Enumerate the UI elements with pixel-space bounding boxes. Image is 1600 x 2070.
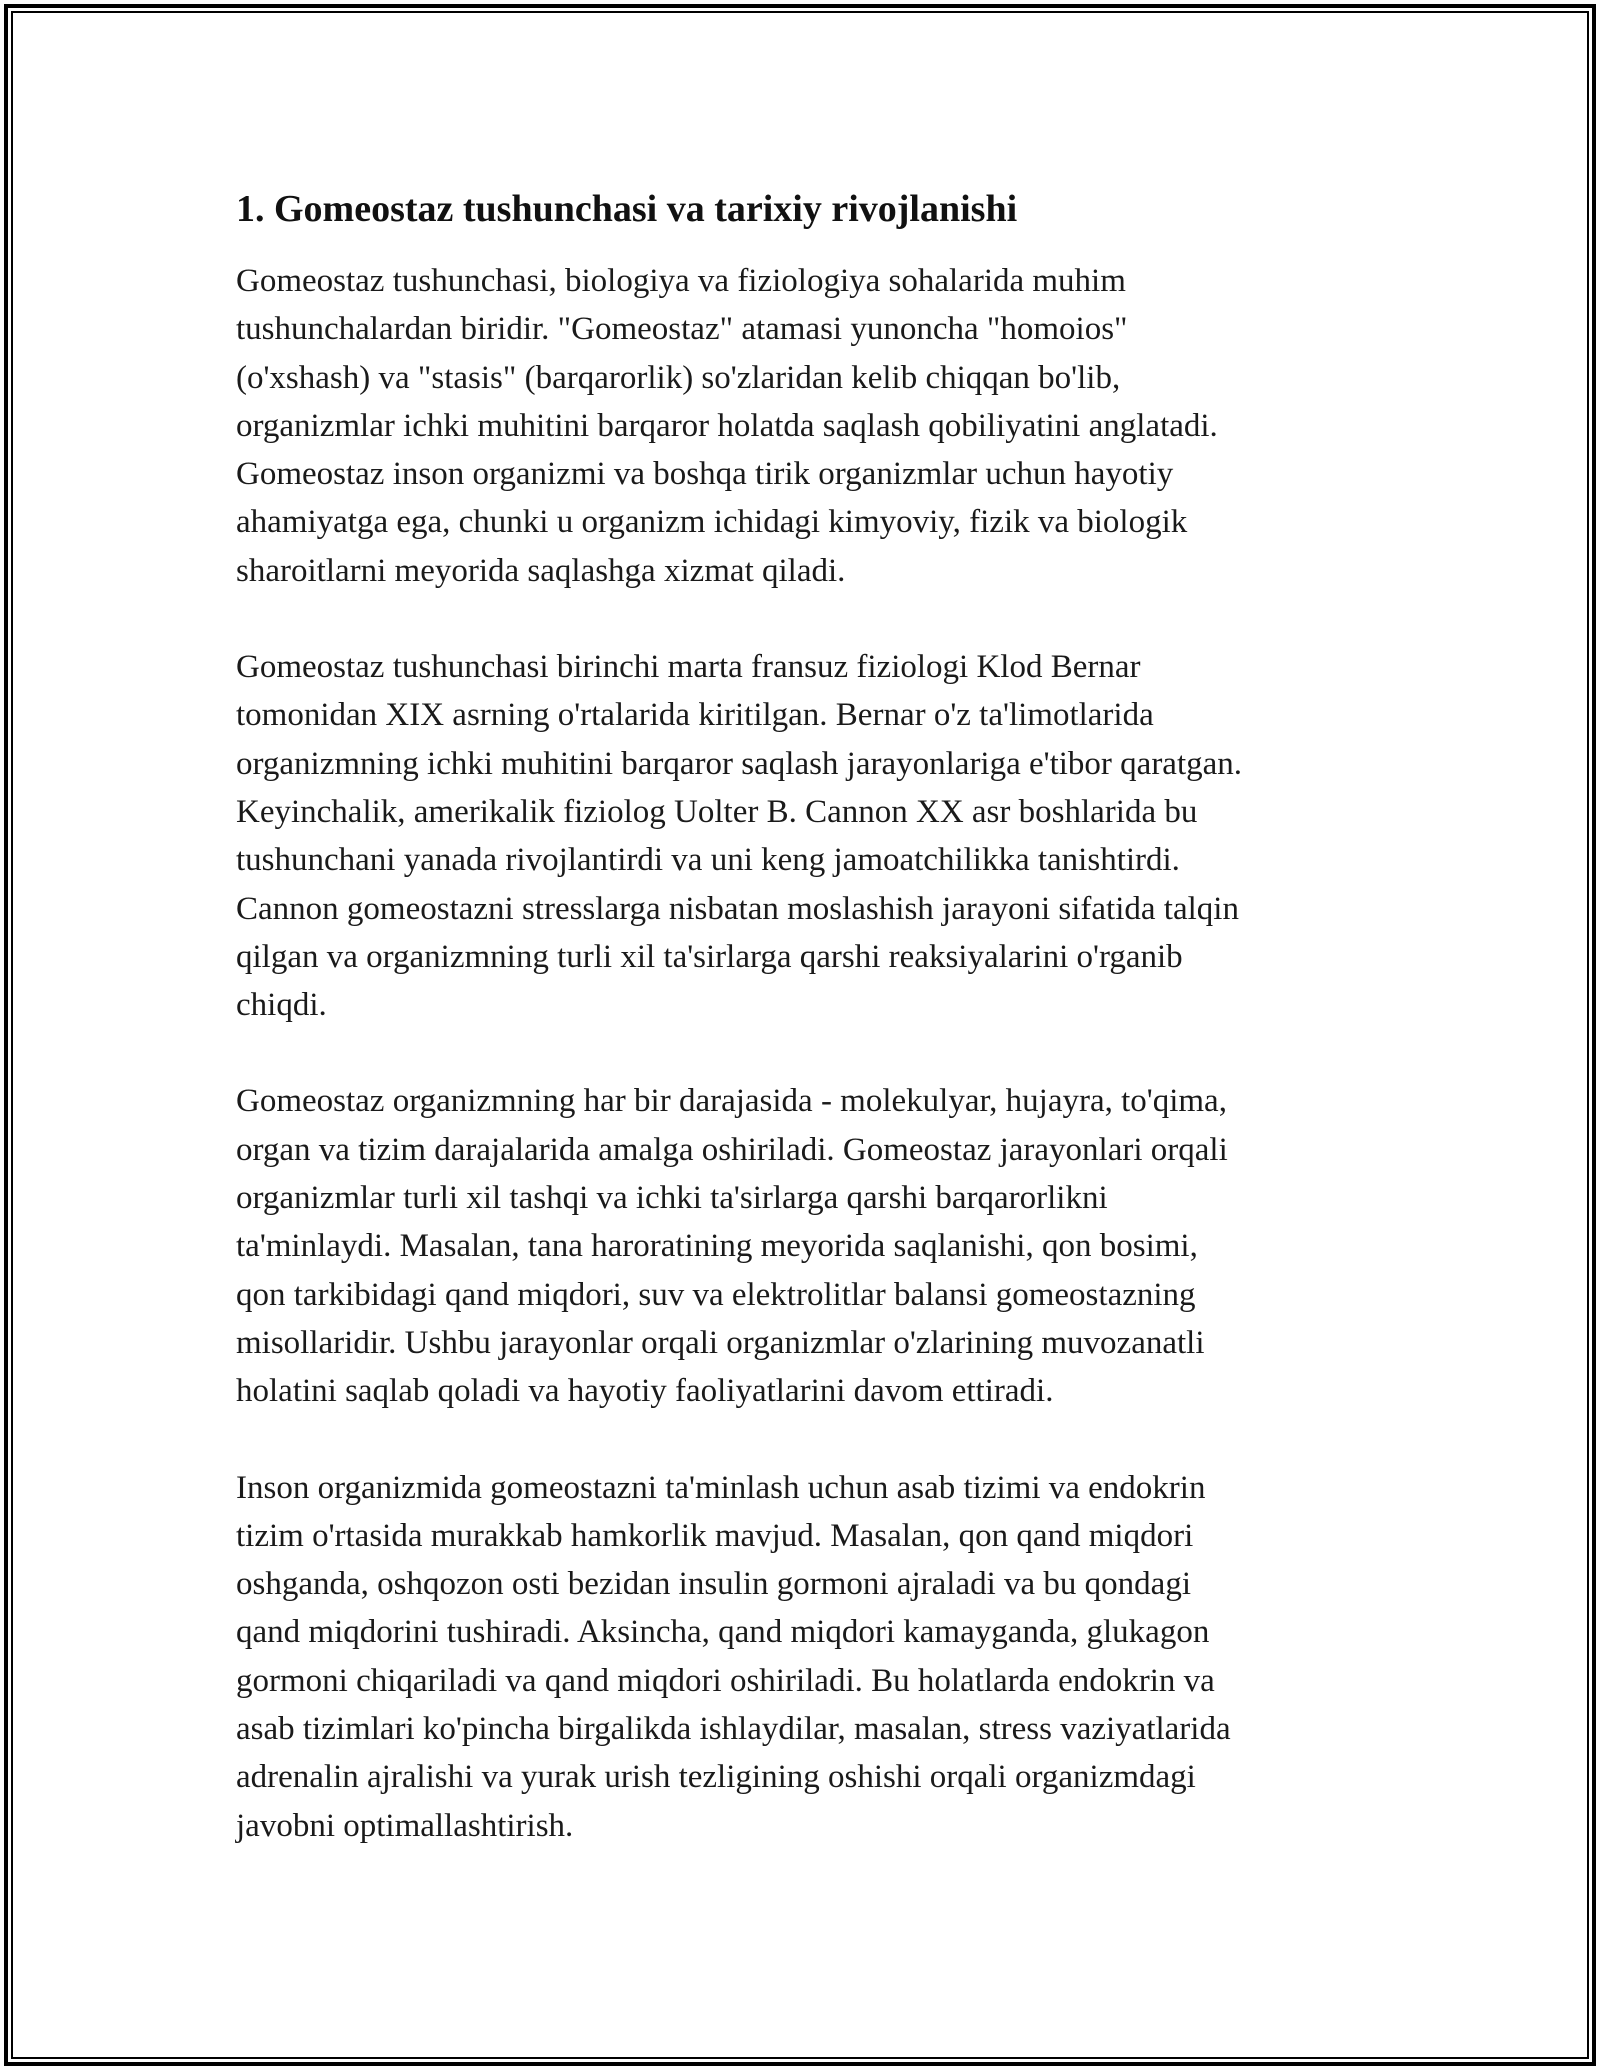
text-line: (o'xshash) va "stasis" (barqarorlik) so'zlaridan kelib chiqqan bo'lib, xyxy=(236,359,1121,396)
document-body xyxy=(236,185,1376,1898)
text-line: gormoni chiqariladi va qand miqdori oshiriladi. Bu holatlarda endokrin va xyxy=(236,1662,1215,1699)
text-line: ahamiyatga ega, chunki u organizm ichidagi kimyoviy, fizik va biologik xyxy=(236,504,1188,541)
section-title: 1. Gomeostaz tushunchasi va tarixiy rivojlanishi xyxy=(236,188,1018,230)
text-line: tushunchalardan biridir. "Gomeostaz" atamasi yunoncha "homoios" xyxy=(236,311,1128,348)
paragraph-1 xyxy=(236,257,1376,595)
text-line: organizmning ichki muhitini barqaror saqlash jarayonlariga e'tibor qaratgan. xyxy=(236,745,1243,782)
paragraph-4 xyxy=(236,1464,1376,1850)
text-line: qon tarkibidagi qand miqdori, suv va elektrolitlar balansi gomeostazning xyxy=(236,1276,1196,1313)
text-line: chiqdi. xyxy=(236,987,327,1024)
text-line: Gomeostaz inson organizmi va boshqa tirik organizmlar uchun hayotiy xyxy=(236,456,1174,493)
text-line: qilgan va organizmning turli xil ta'sirlarga qarshi reaksiyalarini o'rganib xyxy=(236,938,1183,975)
text-line: Inson organizmida gomeostazni ta'minlash uchun asab tizimi va endokrin xyxy=(236,1469,1206,1506)
text-line: adrenalin ajralishi va yurak urish tezligining oshishi orqali organizmdagi xyxy=(236,1759,1196,1796)
text-line: organizmlar turli xil tashqi va ichki ta'sirlarga qarshi barqarorlikni xyxy=(236,1180,1108,1217)
text-line: Keyinchalik, amerikalik fiziolog Uolter B. Cannon XX asr boshlarida bu xyxy=(236,793,1198,830)
paragraph-3 xyxy=(236,1077,1376,1415)
paragraph-2 xyxy=(236,643,1376,1029)
text-line: sharoitlarni meyorida saqlashga xizmat qiladi. xyxy=(236,552,846,589)
text-line: tizim o'rtasida murakkab hamkorlik mavjud. Masalan, qon qand miqdori xyxy=(236,1517,1194,1554)
text-line: Cannon gomeostazni stresslarga nisbatan moslashish jarayoni sifatida talqin xyxy=(236,890,1239,927)
text-line: holatini saqlab qoladi va hayotiy faoliyatlarini davom ettiradi. xyxy=(236,1373,1054,1410)
text-line: misollaridir. Ushbu jarayonlar orqali organizmlar o'zlarining muvozanatli xyxy=(236,1324,1205,1361)
text-line: organ va tizim darajalarida amalga oshiriladi. Gomeostaz jarayonlari orqali xyxy=(236,1131,1228,1168)
text-line: javobni optimallashtirish. xyxy=(236,1807,574,1844)
text-line: Gomeostaz organizmning har bir darajasida - molekulyar, hujayra, to'qima, xyxy=(236,1083,1227,1120)
text-line: oshganda, oshqozon osti bezidan insulin gormoni ajraladi va bu qondagi xyxy=(236,1566,1191,1603)
text-line: tomonidan XIX asrning o'rtalarida kiritilgan. Bernar o'z ta'limotlarida xyxy=(236,697,1154,734)
text-line: Gomeostaz tushunchasi birinchi marta fransuz fiziologi Klod Bernar xyxy=(236,649,1141,686)
text-line: qand miqdorini tushiradi. Aksincha, qand miqdori kamayganda, glukagon xyxy=(236,1614,1210,1651)
text-line: Gomeostaz tushunchasi, biologiya va fiziologiya sohalarida muhim xyxy=(236,263,1126,299)
text-line: organizmlar ichki muhitini barqaror holatda saqlash qobiliyatini anglatadi. xyxy=(236,407,1218,444)
text-line: asab tizimlari ko'pincha birgalikda ishlaydilar, masalan, stress vaziyatlarida xyxy=(236,1711,1231,1748)
text-line: tushunchani yanada rivojlantirdi va uni keng jamoatchilikka tanishtirdi. xyxy=(236,842,1180,879)
text-line: ta'minlaydi. Masalan, tana haroratining meyorida saqlanishi, qon bosimi, xyxy=(236,1228,1198,1265)
